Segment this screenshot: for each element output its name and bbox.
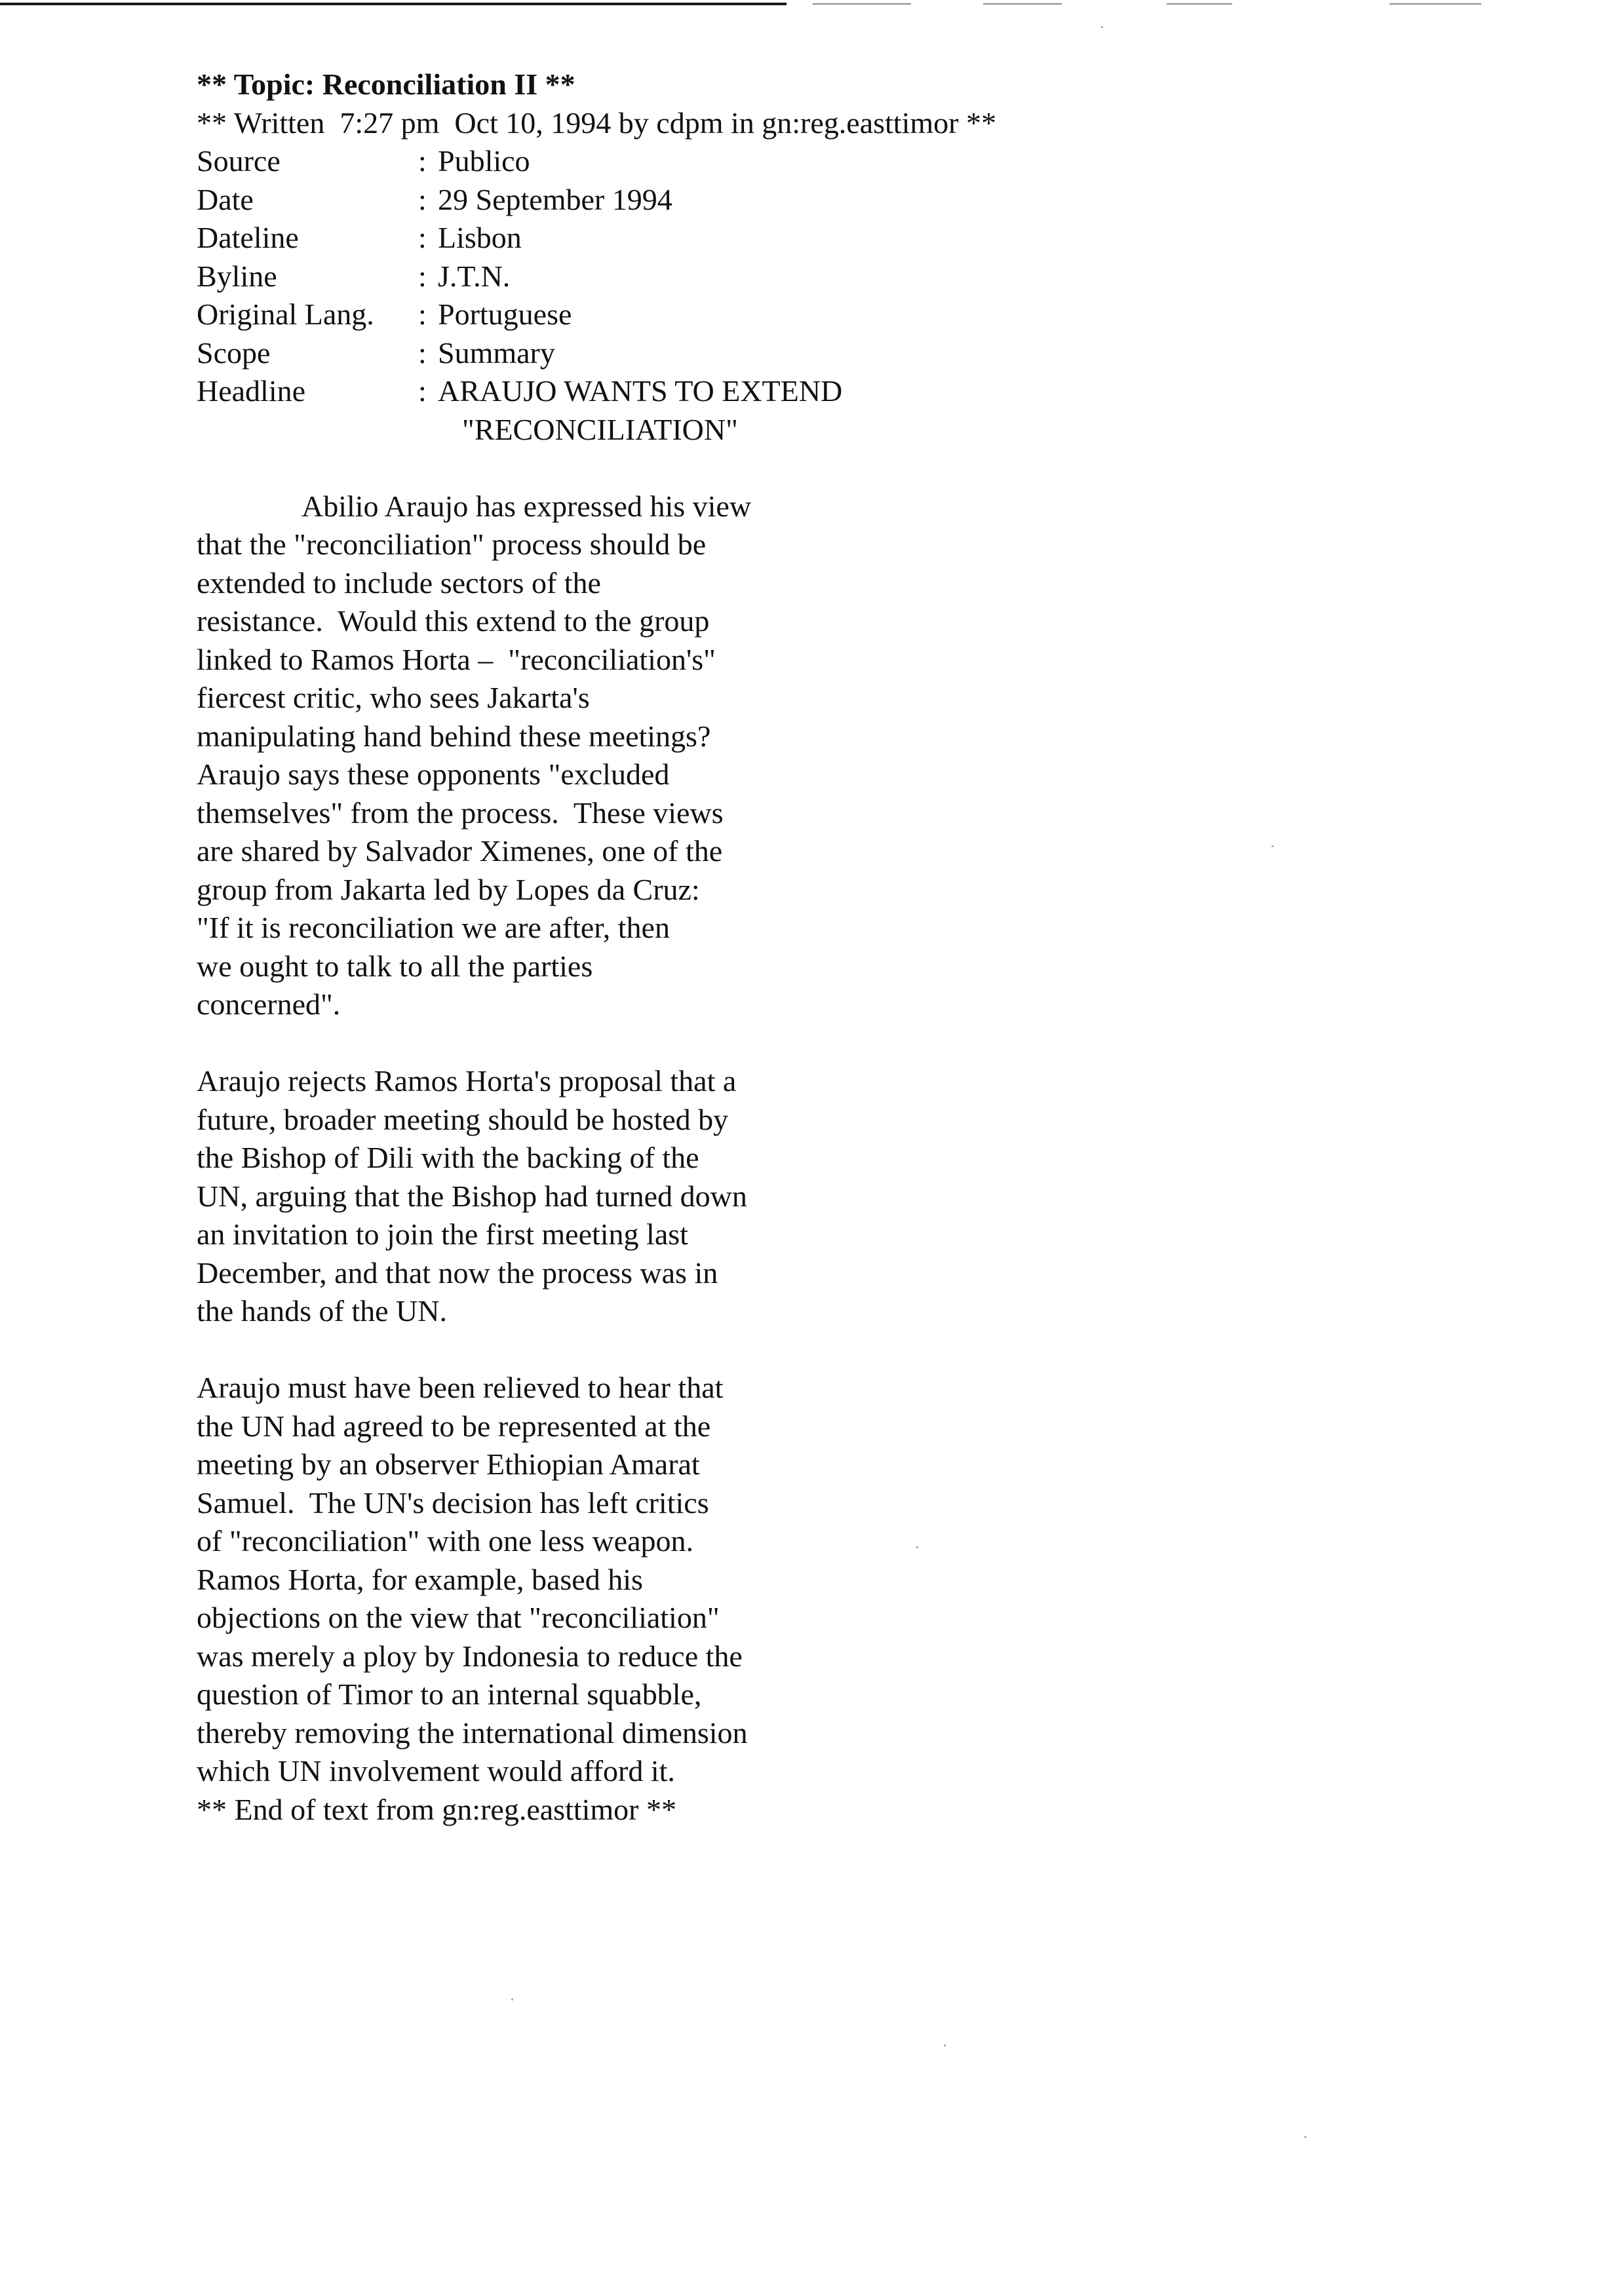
metadata-block (197, 142, 1311, 449)
meta-label: Date (197, 182, 254, 216)
text-line: of "reconciliation" with one less weapon. (197, 1524, 694, 1558)
text-line: concerned". (197, 987, 341, 1021)
text-line: resistance. Would this extend to the group (197, 604, 710, 638)
paragraph (197, 1369, 852, 1791)
meta-row-headline: Headline : ARAUJO WANTS TO EXTEND (197, 372, 1311, 411)
meta-row-scope: Scope : Summary (197, 334, 1311, 373)
paragraph (197, 1062, 852, 1331)
meta-label: Headline (197, 374, 306, 408)
meta-value: Publico (438, 144, 530, 178)
top-scan-rule-fragment (1167, 3, 1232, 5)
top-scan-rule (0, 3, 787, 5)
text-line: an invitation to join the first meeting last (197, 1217, 688, 1251)
scan-speck (511, 1999, 513, 2000)
written-line: ** Written 7:27 pm Oct 10, 1994 by cdpm in gn:reg.easttimor ** (197, 105, 996, 140)
text-line: the hands of the UN. (197, 1294, 447, 1328)
text-line: group from Jakarta led by Lopes da Cruz: (197, 872, 700, 906)
top-scan-rule-fragment (983, 3, 1062, 5)
text-line: that the "reconciliation" process should be (197, 527, 707, 561)
meta-label: Source (197, 144, 281, 178)
text-line: which UN involvement would afford it. (197, 1754, 675, 1788)
document-body (197, 66, 1311, 1829)
meta-value: Summary (438, 335, 555, 370)
article-body (197, 488, 852, 1829)
scan-speck (916, 1546, 918, 1548)
text-line: extended to include sectors of the (197, 565, 601, 600)
text-line: themselves" from the process. These views (197, 795, 724, 830)
scan-speck (1304, 2136, 1306, 2138)
text-line: Araujo rejects Ramos Horta's proposal that a (197, 1064, 737, 1098)
top-scan-rule-fragment (1390, 3, 1481, 5)
text-line: we ought to talk to all the parties (197, 949, 593, 983)
meta-value: 29 September 1994 (438, 182, 672, 216)
headline-continuation: "RECONCILIATION" (462, 412, 738, 446)
meta-label: Scope (197, 335, 271, 370)
scan-speck (1272, 845, 1274, 847)
text-line: manipulating hand behind these meetings? (197, 719, 711, 753)
meta-row-dateline: Dateline : Lisbon (197, 219, 1311, 258)
meta-label: Dateline (197, 221, 299, 254)
text-line: the UN had agreed to be represented at the (197, 1409, 711, 1443)
text-line: linked to Ramos Horta – "reconciliation's" (197, 642, 716, 676)
meta-label: Byline (197, 259, 277, 293)
text-line: December, and that now the process was in (197, 1255, 718, 1290)
text-line: are shared by Salvador Ximenes, one of the (197, 834, 723, 868)
text-line: question of Timor to an internal squabble, (197, 1677, 702, 1711)
meta-value: ARAUJO WANTS TO EXTEND (438, 374, 843, 408)
footer-line: ** End of text from gn:reg.easttimor ** (197, 1792, 677, 1826)
text-line: Abilio Araujo has expressed his view (302, 489, 752, 523)
text-line: Araujo says these opponents "excluded (197, 757, 670, 791)
topic-heading: ** Topic: Reconciliation II ** (197, 67, 575, 101)
scan-speck (1101, 26, 1103, 28)
text-line: future, broader meeting should be hosted by (197, 1102, 729, 1136)
text-line: was merely a ploy by Indonesia to reduce the (197, 1639, 743, 1673)
meta-label: Original Lang. (197, 297, 374, 331)
text-line: UN, arguing that the Bishop had turned down (197, 1179, 747, 1213)
paragraph (197, 488, 852, 1024)
text-line: the Bishop of Dili with the backing of the (197, 1141, 699, 1174)
meta-row-byline: Byline : J.T.N. (197, 258, 1311, 296)
meta-row-original-lang: Original Lang. : Portuguese (197, 296, 1311, 334)
text-line: objections on the view that "reconciliation" (197, 1601, 720, 1634)
text-line: Ramos Horta, for example, based his (197, 1562, 643, 1596)
scan-speck (944, 2044, 946, 2046)
meta-value: J.T.N. (438, 259, 511, 293)
text-line: "If it is reconciliation we are after, then (197, 911, 670, 944)
text-line: meeting by an observer Ethiopian Amarat (197, 1447, 700, 1481)
text-line: thereby removing the international dimension (197, 1715, 748, 1750)
meta-value: Lisbon (438, 221, 522, 254)
text-line: fiercest critic, who sees Jakarta's (197, 681, 590, 714)
top-scan-rule-fragment (813, 3, 911, 5)
text-line: Samuel. The UN's decision has left critics (197, 1485, 709, 1520)
text-line: Araujo must have been relieved to hear that (197, 1371, 724, 1404)
meta-row-date: Date : 29 September 1994 (197, 181, 1311, 220)
meta-row-source: Source : Publico (197, 142, 1311, 181)
meta-value: Portuguese (438, 297, 572, 331)
